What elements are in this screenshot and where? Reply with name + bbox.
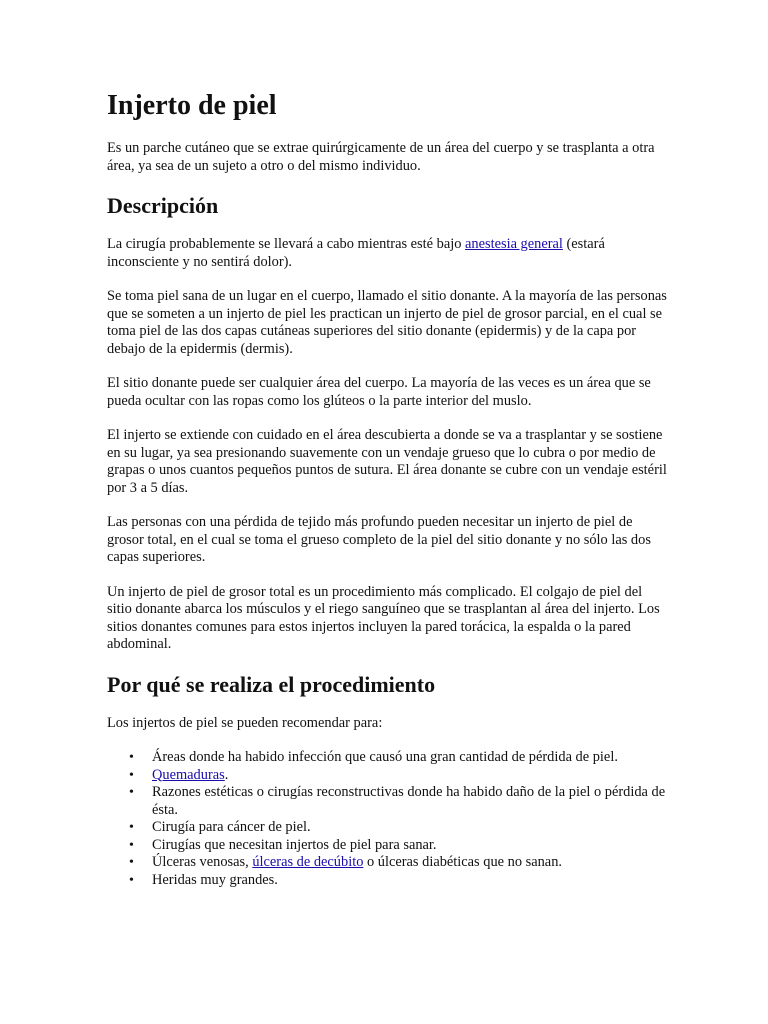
document-content [107, 88, 667, 889]
descripcion-paragraph-3: El sitio donante puede ser cualquier área del cuerpo. La mayoría de las veces es un área que se pueda ocultar con las ropas como los glúteos o la parte interior del muslo. [107, 375, 651, 409]
reasons-list [107, 749, 667, 889]
list-item-text: Áreas donde ha habido infección que causó una gran cantidad de pérdida de piel. [152, 749, 618, 765]
list-item [107, 837, 667, 855]
section-heading-porque: Por qué se realiza el procedimiento [107, 671, 436, 697]
quemaduras-link[interactable]: Quemaduras [152, 766, 225, 783]
bullet-icon: • [129, 837, 134, 853]
list-item-text: Cirugía para cáncer de piel. [152, 819, 311, 835]
list-item-text: Heridas muy grandes. [152, 871, 278, 888]
descripcion-paragraph-2: Se toma piel sana de un lugar en el cuerpo, llamado el sitio donante. A la mayoría de las personas que se someten a un injerto de piel les practican un injerto de piel de grosor parcial, en el cual se toma piel de las dos capas cutáneas superiores del sitio donante (epidermis) y de la capa por debajo de la epidermis (dermis). [107, 288, 667, 357]
list-item [107, 767, 667, 785]
list-item [107, 854, 667, 872]
list-item [107, 749, 667, 767]
list-item-text: o úlceras diabéticas que no sanan. [363, 854, 562, 870]
bullet-icon: • [129, 767, 134, 783]
ulceras-decubito-link[interactable]: úlceras de decúbito [252, 854, 364, 870]
descripcion-paragraph-6: Un injerto de piel de grosor total es un procedimiento más complicado. El colgajo de piel del sitio donante abarca los músculos y el riego sanguíneo que se trasplantan al área del injerto. Los sitios donantes comunes para estos injertos incluyen la pared torácica, la espalda o la pared abdominal. [107, 583, 660, 652]
list-item-text: Razones estéticas o cirugías reconstructivas donde ha habido daño de la piel o pérdida de ésta. [152, 784, 666, 818]
bullet-icon: • [129, 785, 134, 800]
section-heading-descripcion: Descripción [107, 193, 219, 218]
porque-intro: Los injertos de piel se pueden recomendar para: [107, 714, 383, 731]
intro-paragraph: Es un parche cutáneo que se extrae quirúrgicamente de un área del cuerpo y se trasplanta a otra área, ya sea de un sujeto a otro o del mismo individuo. [107, 140, 655, 174]
list-item-text: Cirugías que necesitan injertos de piel para sanar. [152, 836, 437, 853]
bullet-icon: • [129, 820, 134, 835]
descripcion-paragraph-5: Las personas con una pérdida de tejido más profundo pueden necesitar un injerto de piel de grosor total, en el cual se toma el grueso completo de la piel del sitio donante y no sólo las dos capas superiores. [107, 514, 651, 565]
bullet-icon: • [129, 855, 134, 870]
page-title: Injerto de piel [107, 90, 277, 121]
anestesia-general-link[interactable]: anestesia general [465, 236, 563, 252]
paragraph-text: La cirugía probablemente se llevará a cabo mientras esté bajo [107, 236, 466, 252]
list-item [107, 784, 667, 819]
list-item [107, 819, 667, 837]
paragraph-text: (estará inconsciente y no sentirá dolor). [107, 236, 605, 270]
list-item-text: Úlceras venosas, [152, 854, 253, 870]
bullet-icon: • [129, 872, 134, 888]
bullet-icon: • [129, 750, 134, 765]
descripcion-paragraph-4: El injerto se extiende con cuidado en el área descubierta a donde se va a trasplantar y se sostiene en su lugar, ya sea presionando suavemente con un vendaje grueso que lo cubra o por medio de grapas o unos cuantos pequeños puntos de sutura. El área donante se cubre con un vendaje estéril por 3 a 5 días. [107, 427, 667, 496]
list-item [107, 872, 667, 890]
descripcion-paragraph-1 [107, 236, 667, 271]
list-item-text: . [224, 766, 229, 783]
